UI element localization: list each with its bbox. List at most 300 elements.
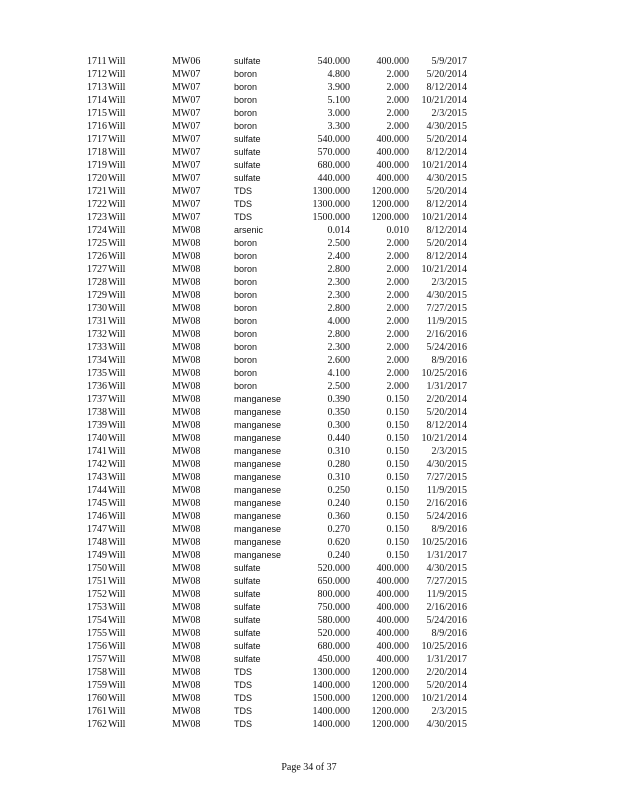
sample-date: 5/24/2016 xyxy=(426,342,467,353)
parameter: TDS xyxy=(234,719,252,729)
sample-date: 5/9/2017 xyxy=(431,56,467,67)
well-id: MW08 xyxy=(172,303,201,314)
site-name: Will xyxy=(108,485,126,496)
sample-date: 5/20/2014 xyxy=(426,69,467,80)
parameter: manganese xyxy=(234,485,282,495)
row-number: 1759 xyxy=(87,680,107,691)
site-name: Will xyxy=(108,212,126,223)
result-value: 0.014 xyxy=(327,225,350,236)
standard-limit: 400.000 xyxy=(376,641,409,652)
sample-date: 10/21/2014 xyxy=(421,433,467,444)
parameter: boron xyxy=(234,251,258,261)
parameter: manganese xyxy=(234,446,282,456)
page-footer: Page 34 of 37 xyxy=(281,762,337,773)
parameter: manganese xyxy=(234,550,282,560)
result-value: 540.000 xyxy=(317,56,350,67)
sample-date: 2/3/2015 xyxy=(431,706,467,717)
site-name: Will xyxy=(108,615,126,626)
result-value: 800.000 xyxy=(317,589,350,600)
result-value: 4.800 xyxy=(327,69,350,80)
row-number: 1726 xyxy=(87,251,107,262)
table-row xyxy=(0,640,618,653)
site-name: Will xyxy=(108,368,126,379)
standard-limit: 0.150 xyxy=(386,433,409,444)
table-row xyxy=(0,393,618,406)
table-row xyxy=(0,627,618,640)
table-row xyxy=(0,120,618,133)
row-number: 1753 xyxy=(87,602,107,613)
well-id: MW08 xyxy=(172,290,201,301)
row-number: 1733 xyxy=(87,342,107,353)
table-row xyxy=(0,289,618,302)
parameter: manganese xyxy=(234,433,282,443)
standard-limit: 1200.000 xyxy=(371,719,409,730)
table-row xyxy=(0,614,618,627)
parameter: TDS xyxy=(234,693,252,703)
parameter: manganese xyxy=(234,407,282,417)
row-number: 1730 xyxy=(87,303,107,314)
standard-limit: 1200.000 xyxy=(371,680,409,691)
result-value: 0.360 xyxy=(327,511,350,522)
row-number: 1741 xyxy=(87,446,107,457)
sample-date: 4/30/2015 xyxy=(426,173,467,184)
table-row xyxy=(0,68,618,81)
row-number: 1736 xyxy=(87,381,107,392)
result-value: 1300.000 xyxy=(312,186,350,197)
sample-date: 11/9/2015 xyxy=(426,485,467,496)
result-value: 4.100 xyxy=(327,368,350,379)
result-value: 750.000 xyxy=(317,602,350,613)
result-value: 650.000 xyxy=(317,576,350,587)
result-value: 2.300 xyxy=(327,342,350,353)
result-value: 5.100 xyxy=(327,95,350,106)
well-id: MW07 xyxy=(172,199,201,210)
sample-date: 4/30/2015 xyxy=(426,563,467,574)
parameter: boron xyxy=(234,69,258,79)
standard-limit: 0.150 xyxy=(386,394,409,405)
site-name: Will xyxy=(108,563,126,574)
table-row xyxy=(0,367,618,380)
parameter: sulfate xyxy=(234,654,261,664)
result-value: 0.250 xyxy=(327,485,350,496)
row-number: 1724 xyxy=(87,225,107,236)
sample-date: 10/25/2016 xyxy=(421,641,467,652)
sample-date: 2/16/2016 xyxy=(426,498,467,509)
row-number: 1751 xyxy=(87,576,107,587)
parameter: TDS xyxy=(234,667,252,677)
result-value: 0.300 xyxy=(327,420,350,431)
row-number: 1757 xyxy=(87,654,107,665)
row-number: 1749 xyxy=(87,550,107,561)
parameter: manganese xyxy=(234,472,282,482)
row-number: 1754 xyxy=(87,615,107,626)
result-value: 0.240 xyxy=(327,550,350,561)
table-row xyxy=(0,250,618,263)
row-number: 1738 xyxy=(87,407,107,418)
well-id: MW07 xyxy=(172,121,201,132)
sample-date: 7/27/2015 xyxy=(426,576,467,587)
site-name: Will xyxy=(108,225,126,236)
site-name: Will xyxy=(108,537,126,548)
result-value: 1500.000 xyxy=(312,693,350,704)
well-id: MW08 xyxy=(172,550,201,561)
sample-date: 8/12/2014 xyxy=(426,82,467,93)
parameter: manganese xyxy=(234,524,282,534)
parameter: manganese xyxy=(234,537,282,547)
parameter: manganese xyxy=(234,459,282,469)
site-name: Will xyxy=(108,459,126,470)
standard-limit: 400.000 xyxy=(376,134,409,145)
standard-limit: 2.000 xyxy=(386,329,409,340)
row-number: 1752 xyxy=(87,589,107,600)
parameter: boron xyxy=(234,368,258,378)
standard-limit: 0.150 xyxy=(386,472,409,483)
table-row xyxy=(0,497,618,510)
result-value: 520.000 xyxy=(317,628,350,639)
site-name: Will xyxy=(108,69,126,80)
parameter: TDS xyxy=(234,186,252,196)
site-name: Will xyxy=(108,472,126,483)
well-id: MW08 xyxy=(172,524,201,535)
row-number: 1735 xyxy=(87,368,107,379)
parameter: boron xyxy=(234,290,258,300)
well-id: MW08 xyxy=(172,251,201,262)
site-name: Will xyxy=(108,641,126,652)
site-name: Will xyxy=(108,394,126,405)
row-number: 1744 xyxy=(87,485,107,496)
table-row xyxy=(0,419,618,432)
result-value: 540.000 xyxy=(317,134,350,145)
row-number: 1740 xyxy=(87,433,107,444)
well-id: MW08 xyxy=(172,615,201,626)
site-name: Will xyxy=(108,420,126,431)
table-row xyxy=(0,523,618,536)
standard-limit: 2.000 xyxy=(386,290,409,301)
parameter: boron xyxy=(234,381,258,391)
row-number: 1739 xyxy=(87,420,107,431)
result-value: 3.900 xyxy=(327,82,350,93)
result-value: 0.350 xyxy=(327,407,350,418)
result-value: 1300.000 xyxy=(312,199,350,210)
standard-limit: 400.000 xyxy=(376,602,409,613)
sample-date: 2/16/2016 xyxy=(426,329,467,340)
standard-limit: 0.150 xyxy=(386,407,409,418)
well-id: MW08 xyxy=(172,446,201,457)
table-row xyxy=(0,445,618,458)
standard-limit: 1200.000 xyxy=(371,706,409,717)
parameter: manganese xyxy=(234,420,282,430)
standard-limit: 0.150 xyxy=(386,550,409,561)
site-name: Will xyxy=(108,108,126,119)
well-id: MW08 xyxy=(172,602,201,613)
well-id: MW08 xyxy=(172,641,201,652)
table-row xyxy=(0,653,618,666)
table-row xyxy=(0,562,618,575)
table-row xyxy=(0,354,618,367)
parameter: boron xyxy=(234,316,258,326)
well-id: MW08 xyxy=(172,472,201,483)
parameter: TDS xyxy=(234,706,252,716)
row-number: 1758 xyxy=(87,667,107,678)
site-name: Will xyxy=(108,446,126,457)
standard-limit: 2.000 xyxy=(386,121,409,132)
standard-limit: 2.000 xyxy=(386,368,409,379)
row-number: 1717 xyxy=(87,134,107,145)
parameter: manganese xyxy=(234,394,282,404)
site-name: Will xyxy=(108,550,126,561)
site-name: Will xyxy=(108,680,126,691)
well-id: MW07 xyxy=(172,95,201,106)
table-row xyxy=(0,315,618,328)
well-id: MW08 xyxy=(172,667,201,678)
parameter: sulfate xyxy=(234,602,261,612)
sample-date: 10/21/2014 xyxy=(421,95,467,106)
well-id: MW08 xyxy=(172,264,201,275)
standard-limit: 1200.000 xyxy=(371,667,409,678)
well-id: MW08 xyxy=(172,511,201,522)
row-number: 1716 xyxy=(87,121,107,132)
row-number: 1725 xyxy=(87,238,107,249)
well-id: MW08 xyxy=(172,719,201,730)
result-value: 580.000 xyxy=(317,615,350,626)
sample-date: 2/16/2016 xyxy=(426,602,467,613)
well-id: MW08 xyxy=(172,420,201,431)
table-row xyxy=(0,81,618,94)
row-number: 1731 xyxy=(87,316,107,327)
site-name: Will xyxy=(108,95,126,106)
row-number: 1762 xyxy=(87,719,107,730)
sample-date: 5/20/2014 xyxy=(426,186,467,197)
standard-limit: 0.150 xyxy=(386,459,409,470)
well-id: MW08 xyxy=(172,680,201,691)
table-row xyxy=(0,198,618,211)
well-id: MW08 xyxy=(172,381,201,392)
result-value: 3.300 xyxy=(327,121,350,132)
table-row xyxy=(0,471,618,484)
standard-limit: 0.150 xyxy=(386,524,409,535)
result-value: 2.500 xyxy=(327,238,350,249)
row-number: 1712 xyxy=(87,69,107,80)
table-row xyxy=(0,575,618,588)
site-name: Will xyxy=(108,628,126,639)
standard-limit: 0.150 xyxy=(386,498,409,509)
parameter: boron xyxy=(234,82,258,92)
sample-date: 10/25/2016 xyxy=(421,368,467,379)
well-id: MW08 xyxy=(172,277,201,288)
row-number: 1723 xyxy=(87,212,107,223)
standard-limit: 1200.000 xyxy=(371,693,409,704)
well-id: MW08 xyxy=(172,563,201,574)
sample-date: 7/27/2015 xyxy=(426,303,467,314)
standard-limit: 0.010 xyxy=(386,225,409,236)
row-number: 1734 xyxy=(87,355,107,366)
standard-limit: 2.000 xyxy=(386,381,409,392)
sample-date: 5/24/2016 xyxy=(426,615,467,626)
row-number: 1727 xyxy=(87,264,107,275)
table-row xyxy=(0,510,618,523)
site-name: Will xyxy=(108,407,126,418)
sample-date: 2/20/2014 xyxy=(426,667,467,678)
well-id: MW07 xyxy=(172,160,201,171)
parameter: sulfate xyxy=(234,160,261,170)
sample-date: 5/20/2014 xyxy=(426,680,467,691)
result-value: 0.310 xyxy=(327,472,350,483)
sample-date: 8/9/2016 xyxy=(431,628,467,639)
standard-limit: 400.000 xyxy=(376,589,409,600)
standard-limit: 2.000 xyxy=(386,95,409,106)
standard-limit: 2.000 xyxy=(386,238,409,249)
table-row xyxy=(0,692,618,705)
parameter: sulfate xyxy=(234,56,261,66)
row-number: 1721 xyxy=(87,186,107,197)
row-number: 1747 xyxy=(87,524,107,535)
result-value: 2.500 xyxy=(327,381,350,392)
sample-date: 11/9/2015 xyxy=(426,316,467,327)
well-id: MW08 xyxy=(172,316,201,327)
site-name: Will xyxy=(108,342,126,353)
parameter: boron xyxy=(234,303,258,313)
sample-date: 5/20/2014 xyxy=(426,134,467,145)
site-name: Will xyxy=(108,134,126,145)
well-id: MW08 xyxy=(172,407,201,418)
well-id: MW08 xyxy=(172,238,201,249)
site-name: Will xyxy=(108,186,126,197)
well-id: MW08 xyxy=(172,355,201,366)
parameter: sulfate xyxy=(234,628,261,638)
row-number: 1755 xyxy=(87,628,107,639)
result-value: 4.000 xyxy=(327,316,350,327)
standard-limit: 400.000 xyxy=(376,160,409,171)
result-value: 0.270 xyxy=(327,524,350,535)
standard-limit: 1200.000 xyxy=(371,212,409,223)
table-row xyxy=(0,133,618,146)
sample-date: 2/20/2014 xyxy=(426,394,467,405)
table-row xyxy=(0,159,618,172)
data-table xyxy=(0,55,618,731)
table-row xyxy=(0,302,618,315)
sample-date: 8/12/2014 xyxy=(426,251,467,262)
row-number: 1737 xyxy=(87,394,107,405)
parameter: boron xyxy=(234,238,258,248)
standard-limit: 0.150 xyxy=(386,446,409,457)
sample-date: 1/31/2017 xyxy=(426,654,467,665)
row-number: 1761 xyxy=(87,706,107,717)
table-row xyxy=(0,263,618,276)
result-value: 2.300 xyxy=(327,277,350,288)
row-number: 1732 xyxy=(87,329,107,340)
result-value: 1400.000 xyxy=(312,680,350,691)
row-number: 1745 xyxy=(87,498,107,509)
well-id: MW08 xyxy=(172,459,201,470)
sample-date: 4/30/2015 xyxy=(426,459,467,470)
standard-limit: 0.150 xyxy=(386,511,409,522)
sample-date: 11/9/2015 xyxy=(426,589,467,600)
site-name: Will xyxy=(108,121,126,132)
well-id: MW08 xyxy=(172,394,201,405)
site-name: Will xyxy=(108,303,126,314)
table-row xyxy=(0,328,618,341)
standard-limit: 0.150 xyxy=(386,485,409,496)
table-row xyxy=(0,211,618,224)
parameter: sulfate xyxy=(234,147,261,157)
sample-date: 8/9/2016 xyxy=(431,524,467,535)
site-name: Will xyxy=(108,589,126,600)
sample-date: 10/21/2014 xyxy=(421,693,467,704)
table-row xyxy=(0,94,618,107)
site-name: Will xyxy=(108,316,126,327)
table-row xyxy=(0,185,618,198)
result-value: 2.300 xyxy=(327,290,350,301)
sample-date: 2/3/2015 xyxy=(431,446,467,457)
row-number: 1748 xyxy=(87,537,107,548)
standard-limit: 2.000 xyxy=(386,355,409,366)
result-value: 1400.000 xyxy=(312,719,350,730)
site-name: Will xyxy=(108,355,126,366)
well-id: MW08 xyxy=(172,537,201,548)
row-number: 1742 xyxy=(87,459,107,470)
result-value: 2.800 xyxy=(327,329,350,340)
site-name: Will xyxy=(108,706,126,717)
well-id: MW08 xyxy=(172,225,201,236)
table-row xyxy=(0,107,618,120)
sample-date: 1/31/2017 xyxy=(426,381,467,392)
site-name: Will xyxy=(108,511,126,522)
site-name: Will xyxy=(108,719,126,730)
table-row xyxy=(0,380,618,393)
site-name: Will xyxy=(108,381,126,392)
table-row xyxy=(0,224,618,237)
well-id: MW08 xyxy=(172,589,201,600)
sample-date: 1/31/2017 xyxy=(426,550,467,561)
standard-limit: 400.000 xyxy=(376,173,409,184)
site-name: Will xyxy=(108,199,126,210)
sample-date: 2/3/2015 xyxy=(431,108,467,119)
well-id: MW08 xyxy=(172,654,201,665)
table-row xyxy=(0,406,618,419)
row-number: 1714 xyxy=(87,95,107,106)
parameter: manganese xyxy=(234,511,282,521)
result-value: 0.280 xyxy=(327,459,350,470)
parameter: TDS xyxy=(234,212,252,222)
result-value: 570.000 xyxy=(317,147,350,158)
table-row xyxy=(0,341,618,354)
site-name: Will xyxy=(108,290,126,301)
result-value: 1500.000 xyxy=(312,212,350,223)
parameter: sulfate xyxy=(234,615,261,625)
site-name: Will xyxy=(108,524,126,535)
parameter: boron xyxy=(234,95,258,105)
result-value: 520.000 xyxy=(317,563,350,574)
site-name: Will xyxy=(108,498,126,509)
well-id: MW08 xyxy=(172,498,201,509)
table-row xyxy=(0,484,618,497)
sample-date: 4/30/2015 xyxy=(426,121,467,132)
table-row xyxy=(0,679,618,692)
parameter: boron xyxy=(234,264,258,274)
site-name: Will xyxy=(108,667,126,678)
standard-limit: 400.000 xyxy=(376,628,409,639)
standard-limit: 0.150 xyxy=(386,420,409,431)
row-number: 1718 xyxy=(87,147,107,158)
row-number: 1715 xyxy=(87,108,107,119)
well-id: MW06 xyxy=(172,56,201,67)
standard-limit: 2.000 xyxy=(386,82,409,93)
standard-limit: 2.000 xyxy=(386,251,409,262)
row-number: 1729 xyxy=(87,290,107,301)
site-name: Will xyxy=(108,277,126,288)
table-row xyxy=(0,536,618,549)
standard-limit: 2.000 xyxy=(386,108,409,119)
